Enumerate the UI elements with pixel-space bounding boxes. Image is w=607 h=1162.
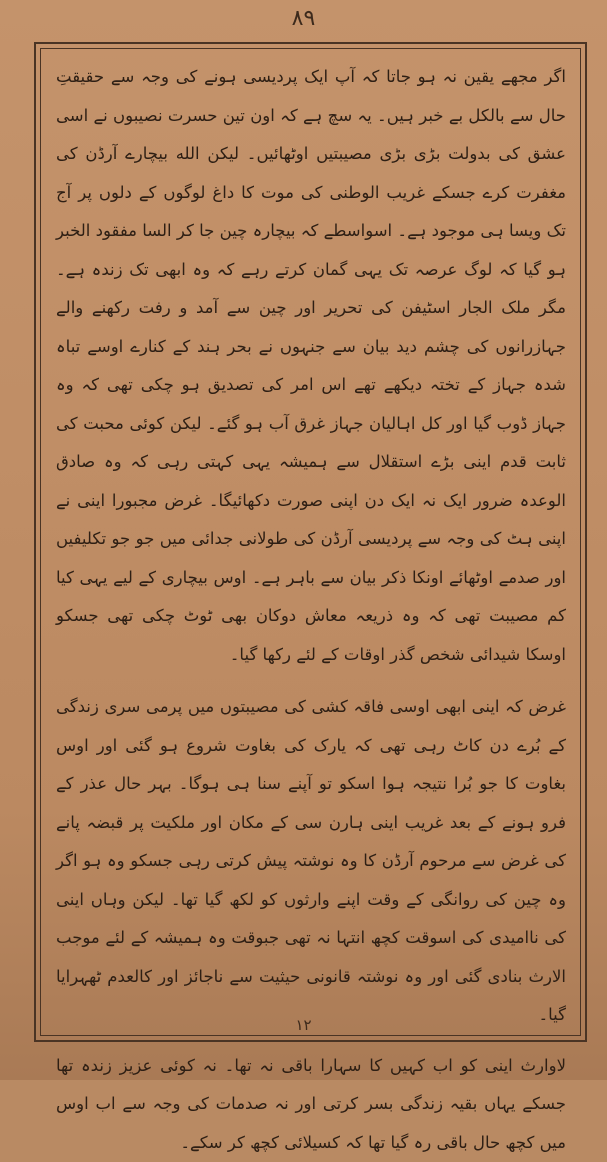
page-number: ۸۹	[0, 6, 607, 31]
paragraph-2: غرض کہ اینی ابھی اوسی فاقہ کشی کی مصیبتوں میں پرمی سری زندگی کے بُرے دن کاٹ رہی تھی کہ یارک کی بغاوت شروع ہو گئی اور اوس بغاوت کا جو بُرا نتیجہ ہوا اسکو تو آپنے سنا ہی ہوگا۔ بہر حال عذر کے فرو ہونے کے بعد غریب اینی ہارن سی کے مکان اور ملکیت پر قبضہ پانے کی غرض سے مرحوم آرڈن کا وہ نوشتہ پیش کرتی رہی جسکو وہ ہو اگر وہ چین کی روانگی کے وقت اپنے وارثوں کو لکھ گیا تھا۔ لیکن وہاں اینی کی ناامیدی کی اسوقت کچھ انتہا نہ تھی جبوقت وہ ہمیشہ کے لئے موجب الارث بنادی گئی اور وہ نوشتہ قانونی حیثیت سے ناجائز اور کالعدم ٹھہرایا گیا۔	[56, 688, 566, 1035]
body-text	[56, 58, 566, 1162]
signature-mark: ۱۲	[0, 1016, 607, 1034]
paragraph-3: لاوارث اینی کو اب کہیں کا سہارا باقی نہ تھا۔ نہ کوئی عزیز زندہ تھا جسکے یہاں بقیہ زندگی بسر کرتی اور نہ صدمات کی وجہ سے اب اوس میں کچھ حال باقی رہ گیا تھا کہ کسیلائی کچھ کر سکے۔	[56, 1047, 566, 1162]
paragraph-1: اگر مجھے یقین نہ ہو جاتا کہ آپ ایک پردیسی ہونے کی وجہ سے حقیقتِ حال سے بالکل بے خبر ہیں۔ یہ سچ ہے کہ اون تین حسرت نصیبوں نے اسی عشق کی بدولت بڑی بڑی مصیبتیں اوٹھائیں۔ لیکن الله بیچارے آرڈن کی مغفرت کرے جسکے غریب الوطنی کی موت کا داغ لوگوں کے دلوں پر آج تک ویسا ہی موجود ہے۔ اسواسطے کہ بیچارہ چین جا کر السا مفقود الخبر ہو گیا کہ لوگ عرصہ تک یہی گمان کرتے رہے کہ وہ ابھی تک زندہ ہے۔ مگر ملک الجار اسٹیفن کی تحریر اور چین سے آمد و رفت رکھنے والے جہازرانوں کی چشم دید بیان سے جنہوں نے بحر ہند کے کنارے اوسے تباہ شدہ جہاز کے تختہ دیکھے تھے اس امر کی تصدیق ہو چکی تھی کہ وہ جہاز ڈوب گیا اور کل اہالیان جہاز غرق آب ہو گئے۔ لیکن کوئی محبت کی ثابت قدم اینی بڑے استقلال سے ہمیشہ یہی کہتی رہی کہ وہ صادق الوعدہ ضرور ایک نہ ایک دن اپنی صورت دکھائیگا۔ غرض مجبورا اینی نے اپنی ہٹ کی وجہ سے پردیسی آرڈن کی طولانی جدائی میں جو جو تکلیفیں اور صدمے اوٹھائے اونکا ذکر بیان سے باہر ہے۔ اوس بیچاری کے لیے یہی کیا کم مصیبت تھی کہ وہ ذریعہ معاش دوکان بھی ٹوٹ چکی تھی جسکو اوسکا شیدائی شخص گذر اوقات کے لئے رکھا گیا۔	[56, 58, 566, 674]
